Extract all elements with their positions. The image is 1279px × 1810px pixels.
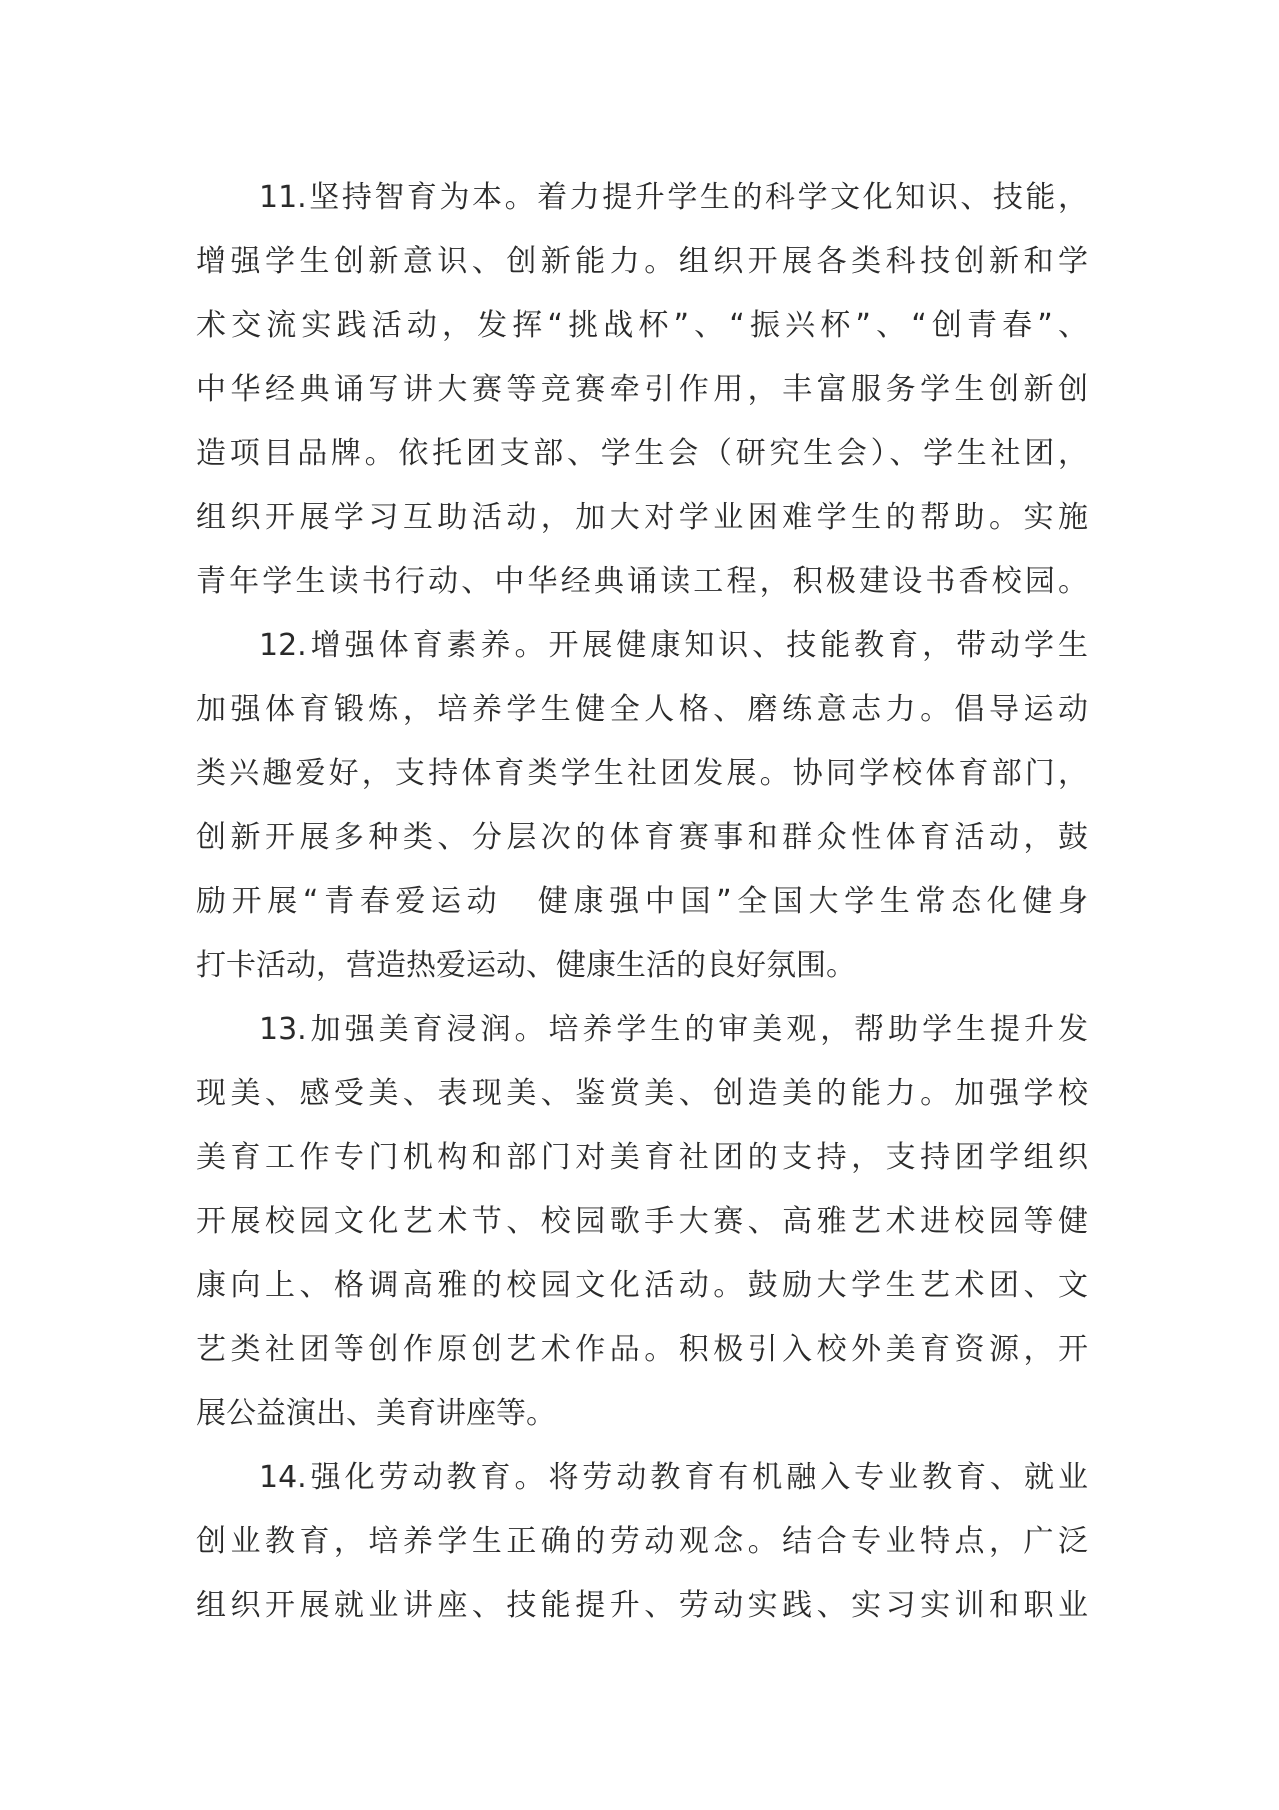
paragraph-line: 术交流实践活动，发挥“挑战杯”、“振兴杯”、“创青春”、 <box>196 308 1088 343</box>
paragraph-line: 创新开展多种类、分层次的体育赛事和群众性体育活动，鼓 <box>196 820 1088 855</box>
paragraph-line: 现美、感受美、表现美、鉴赏美、创造美的能力。加强学校 <box>196 1076 1088 1111</box>
paragraph-line: 中华经典诵写讲大赛等竞赛牵引作用，丰富服务学生创新创 <box>196 372 1088 407</box>
paragraph-14 <box>196 1446 1088 1638</box>
paragraph-12 <box>196 614 1088 998</box>
paragraph-line: 打卡活动，营造热爱运动、健康生活的良好氛围。 <box>196 948 856 983</box>
paragraph-line: 康向上、格调高雅的校园文化活动。鼓励大学生艺术团、文 <box>196 1268 1088 1303</box>
paragraph-line: 青年学生读书行动、中华经典诵读工程，积极建设书香校园。 <box>196 564 1088 599</box>
document-body <box>196 166 1088 1638</box>
paragraph-line: 组织开展学习互助活动，加大对学业困难学生的帮助。实施 <box>196 500 1088 535</box>
paragraph-line: 组织开展就业讲座、技能提升、劳动实践、实习实训和职业 <box>196 1588 1088 1623</box>
paragraph-line: 艺类社团等创作原创艺术作品。积极引入校外美育资源，开 <box>196 1332 1088 1367</box>
paragraph-11 <box>196 166 1088 614</box>
paragraph-line: 展公益演出、美育讲座等。 <box>196 1396 556 1431</box>
paragraph-line: 开展校园文化艺术节、校园歌手大赛、高雅艺术进校园等健 <box>196 1204 1088 1239</box>
paragraph-line: 13.加强美育浸润。培养学生的审美观，帮助学生提升发 <box>259 1012 1088 1047</box>
paragraph-line: 类兴趣爱好，支持体育类学生社团发展。协同学校体育部门， <box>196 756 1088 791</box>
paragraph-line: 创业教育，培养学生正确的劳动观念。结合专业特点，广泛 <box>196 1524 1088 1559</box>
paragraph-13 <box>196 998 1088 1446</box>
paragraph-line: 励开展“青春爱运动 健康强中国”全国大学生常态化健身 <box>196 884 1088 919</box>
paragraph-line: 11.坚持智育为本。着力提升学生的科学文化知识、技能， <box>259 180 1088 215</box>
paragraph-line: 美育工作专门机构和部门对美育社团的支持，支持团学组织 <box>196 1140 1088 1175</box>
paragraph-line: 14.强化劳动教育。将劳动教育有机融入专业教育、就业 <box>259 1460 1088 1495</box>
paragraph-line: 12.增强体育素养。开展健康知识、技能教育，带动学生 <box>259 628 1088 663</box>
paragraph-line: 加强体育锻炼，培养学生健全人格、磨练意志力。倡导运动 <box>196 692 1088 727</box>
paragraph-line: 增强学生创新意识、创新能力。组织开展各类科技创新和学 <box>196 244 1088 279</box>
paragraph-line: 造项目品牌。依托团支部、学生会（研究生会）、学生社团， <box>196 436 1088 471</box>
